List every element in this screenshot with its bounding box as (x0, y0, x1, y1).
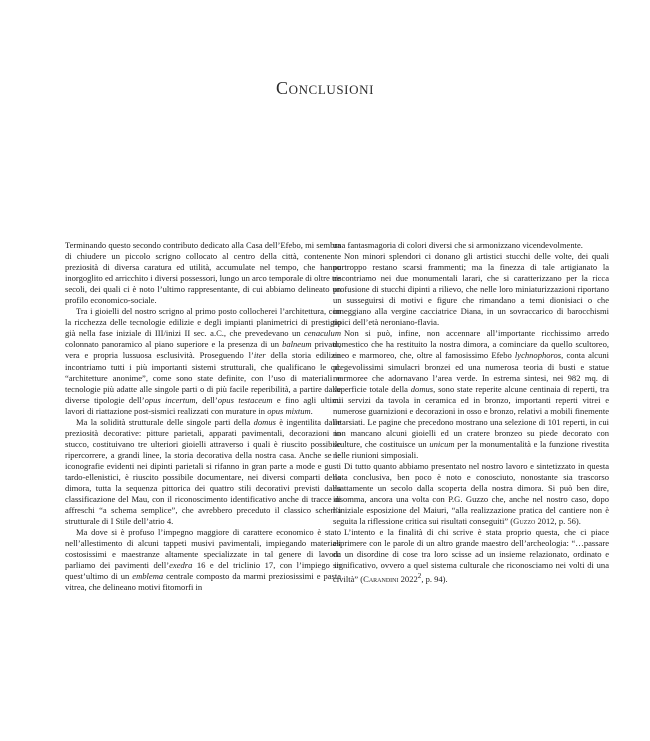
text-run: , conta alcuni pregevolissimi simulacri bronzei ed una numerosa teoria di busti e statue marmoree che adornavano l’area verde. In estrema sintesi, nei 982 mq. di superficie totale della (333, 350, 609, 394)
text-run: della storia edilizia incontriamo tutti i più importanti sistemi strutturali, che qualificano le cd. “architetture anonime”, come sono state definite, con l’uso di materiali e tecnologie più adatte alle singole parti o di più facile reperibilità, a partire dalle diverse tipologie dell’ (65, 350, 341, 405)
author-name: Guzzo (513, 516, 536, 527)
paragraph (333, 251, 609, 328)
italic-term: opus mixtum (267, 405, 311, 416)
text-run: Non si può, infine, non accennare all’importante ricchissimo arredo domestico che ha restituito la nostra dimora, a cominciare da quello scultoreo, eneo e marmoreo, che, oltre al famosissimo Efebo (333, 328, 609, 361)
text-run: 2022 (398, 574, 418, 585)
italic-term: balneum (282, 339, 312, 350)
text-run: Tra i gioielli del nostro scrigno al primo posto collocherei l’architettura, con la ricchezza delle tecnologie edilizie e degli impianti planimetrici di prestigio già nella fase iniziale di III/inizi II sec. a.C., che prevedevano un (65, 306, 341, 339)
italic-term: opus testaceum (217, 394, 273, 405)
italic-term: emblema (132, 571, 164, 582)
text-run: centrale composto da marmi preziosissimi e pasta vitrea, che delineano motivi fitomorfi in (65, 571, 342, 593)
italic-term: domus (410, 383, 434, 394)
italic-term: iter (253, 350, 266, 361)
paragraph (333, 461, 609, 527)
text-run: è ingentilita dalle preziosità decorative: pitture parietali, apparati pavimentali, decorazioni in stucco, costituivano tre ulteriori gioielli attraverso i quali è riuscito possibile ripercorrere, a grandi linee, la storia decorativa della nostra casa. Anche se le iconografie evidenti nei dipinti parietali si rifanno in gran parte a mode e gusti tardo-ellenistici, è riuscito possibile documentare, nei diversi comparti della dimora, tutta la sequenza pittorica dei quattro stili decorativi previsti dalla classificazione del Mau, con il riconoscimento identificativo anche di tracce di affreschi “a schema semplice”, che avrebbero preceduto il classico schema strutturale di I Stile dell’atrio 4. (65, 416, 342, 527)
text-run: privato, vera e propria lussuosa esclusività. Proseguendo l’ (65, 339, 341, 361)
paragraph (333, 240, 609, 251)
text-run: L’intento e la finalità di chi scrive è stata proprio questa, che ci piace esprimere con le parole di un altro grande maestro dell’archeologia: “…passare da un disordine di cose tra loro scisse ad un insieme relazionato, ordinato e significativo, ovvero a quel sistema culturale che riconosciamo nei volti di una civiltà” ( (333, 527, 609, 585)
italic-term: lychnophoros (514, 350, 562, 361)
paragraph (333, 328, 609, 461)
text-run: una fantasmagoria di colori diversi che si armonizzano vicendevolmente. (333, 240, 583, 250)
text-run: per la monumentalità e la funzione rivestita nelle riunioni simposiali. (333, 438, 609, 460)
italic-term: opus incertum (144, 394, 196, 405)
paragraph (65, 417, 341, 527)
text-run: , sono state reperite alcune centinaia di reperti, tra cui servizi da tavola in ceramica ed in bronzo, importanti reperti vitrei e numerose guarnizioni e decorazioni in osso e bronzo, relativi a mobili finemente intarsiati. Le pagine che precedono mostrano una selezione di 101 reperti, in cui non mancano alcuni gioielli ed un cratere bronzeo su piede decorato con sculture, che costituisce un (333, 383, 610, 449)
text-run: Non minori splendori ci donano gli artistici stucchi delle volte, dei quali purtroppo restano scarsi frammenti; ma la finezza di tale artigianato la riscontriamo nei due monumentali larari, che si caratterizzano per la ricca profusione di stucchi dipinti a rilievo, che nelle loro miniaturizzazioni riportano un susseguirsi di motivi e figure che rimandano a temi dionisiaci o che inneggiano alla vergine cacciatrice Diana, in un sovraccarico di barocchismi tipici dell’età neroniano-flavia. (333, 251, 609, 328)
page-title: Conclusioni (275, 78, 375, 98)
text-column-left (65, 240, 341, 594)
text-run: 16 e del triclinio 17, con l’impiego in quest’ultimo di un (65, 560, 342, 582)
italic-term: domus (253, 416, 276, 427)
paragraph (333, 527, 609, 585)
text-run: , dell’ (195, 394, 218, 405)
text-run: Ma dove si è profuso l’impegno maggiore di carattere economico è stato nell’allestimento di alcuni tappeti musivi pavimentali, impiegando materiali costosissimi e maestranze altamente specializzate in tal genere di lavori: parliamo dei pavimenti dell’ (65, 527, 341, 571)
text-run: . (310, 405, 313, 416)
italic-term: cenaculum (303, 328, 341, 339)
text-run: colonnato panoramico al piano superiore e la presenza di un (65, 339, 283, 350)
text-run: Ma la solidità strutturale delle singole parti della (76, 416, 254, 427)
author-name: Carandini (363, 574, 399, 585)
text-column-right (333, 240, 609, 585)
text-run: , p. 94). (421, 574, 448, 585)
text-run: 2012, p. 56). (535, 516, 581, 527)
italic-term: exedra (169, 560, 193, 571)
paragraph (65, 306, 341, 416)
superscript: 2 (417, 572, 422, 581)
paragraph (65, 527, 341, 593)
italic-term: unicum (429, 438, 455, 449)
text-run: Terminando questo secondo contributo dedicato alla Casa dell’Efebo, mi sembra di chiudere un piccolo scrigno collocato al centro della città, contenente preziosità di diversa caratura ed utilità, accumulate nel tempo, che hanno inorgoglito ed arricchito i diversi possessori, lungo un arco temporale di oltre tre secoli, dei quali ci è noto l’ultimo rappresentante, di cui abbiamo delineato un profilo economico-sociale. (65, 240, 341, 306)
text-run: Di tutto quanto abbiamo presentato nel nostro lavoro e sintetizzato in questa nota conclusiva, ben poco è noto e conosciuto, nonostante sia trascorso esattamente un secolo dalla scoperta della nostra dimora. Si può ben dire, insomma, ancora una volta con P.G. Guzzo che, anche nel nostro caso, dopo l’iniziale esposizione del Maiuri, “alla realizzazione pratica del cantiere non è seguita la riflessione critica sui risultati conseguiti” ( (333, 460, 609, 527)
text-run: e fino agli ultimi lavori di riattazione post-sismici realizzati con murature in (65, 394, 341, 416)
paragraph (65, 240, 341, 306)
